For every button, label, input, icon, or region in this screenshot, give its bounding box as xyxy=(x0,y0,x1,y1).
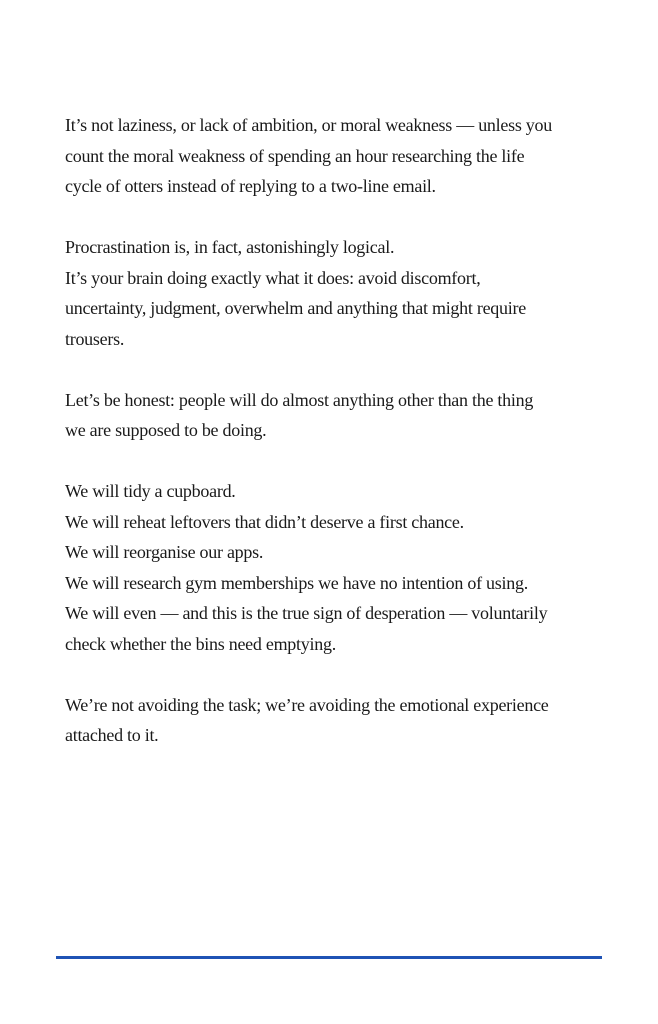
text-line: We will reheat leftovers that didn’t deserve a first chance. xyxy=(65,511,464,532)
paragraph xyxy=(65,232,582,354)
paragraph xyxy=(65,476,582,659)
text-line: We’re not avoiding the task; we’re avoiding the emotional experience xyxy=(65,694,549,715)
text-line: We will even — and this is the true sign of desperation — voluntarily xyxy=(65,603,548,623)
text-line: trousers. xyxy=(65,328,125,349)
text-line: cycle of otters instead of replying to a two-line email. xyxy=(65,176,436,196)
paragraph xyxy=(65,690,582,751)
paragraph xyxy=(65,385,582,446)
text-line: We will research gym memberships we have no intention of using. xyxy=(65,572,528,593)
text-line: check whether the bins need emptying. xyxy=(65,633,336,654)
divider-rule xyxy=(56,956,602,959)
text-line: It’s your brain doing exactly what it does: avoid discomfort, xyxy=(65,267,481,288)
text-line: Let’s be honest: people will do almost anything other than the thing xyxy=(65,389,534,410)
text-line: attached to it. xyxy=(65,725,159,745)
text-line: uncertainty, judgment, overwhelm and anything that might require xyxy=(65,298,526,318)
text-line: we are supposed to be doing. xyxy=(65,420,267,440)
paragraph xyxy=(65,110,582,202)
text-line: We will reorganise our apps. xyxy=(65,542,264,562)
text-line: Procrastination is, in fact, astonishingly logical. xyxy=(65,237,395,257)
text-line: We will tidy a cupboard. xyxy=(65,481,236,501)
text-line: count the moral weakness of spending an hour researching the life xyxy=(65,145,525,166)
article-body xyxy=(65,110,582,751)
text-line: It’s not laziness, or lack of ambition, or moral weakness — unless you xyxy=(65,115,552,135)
